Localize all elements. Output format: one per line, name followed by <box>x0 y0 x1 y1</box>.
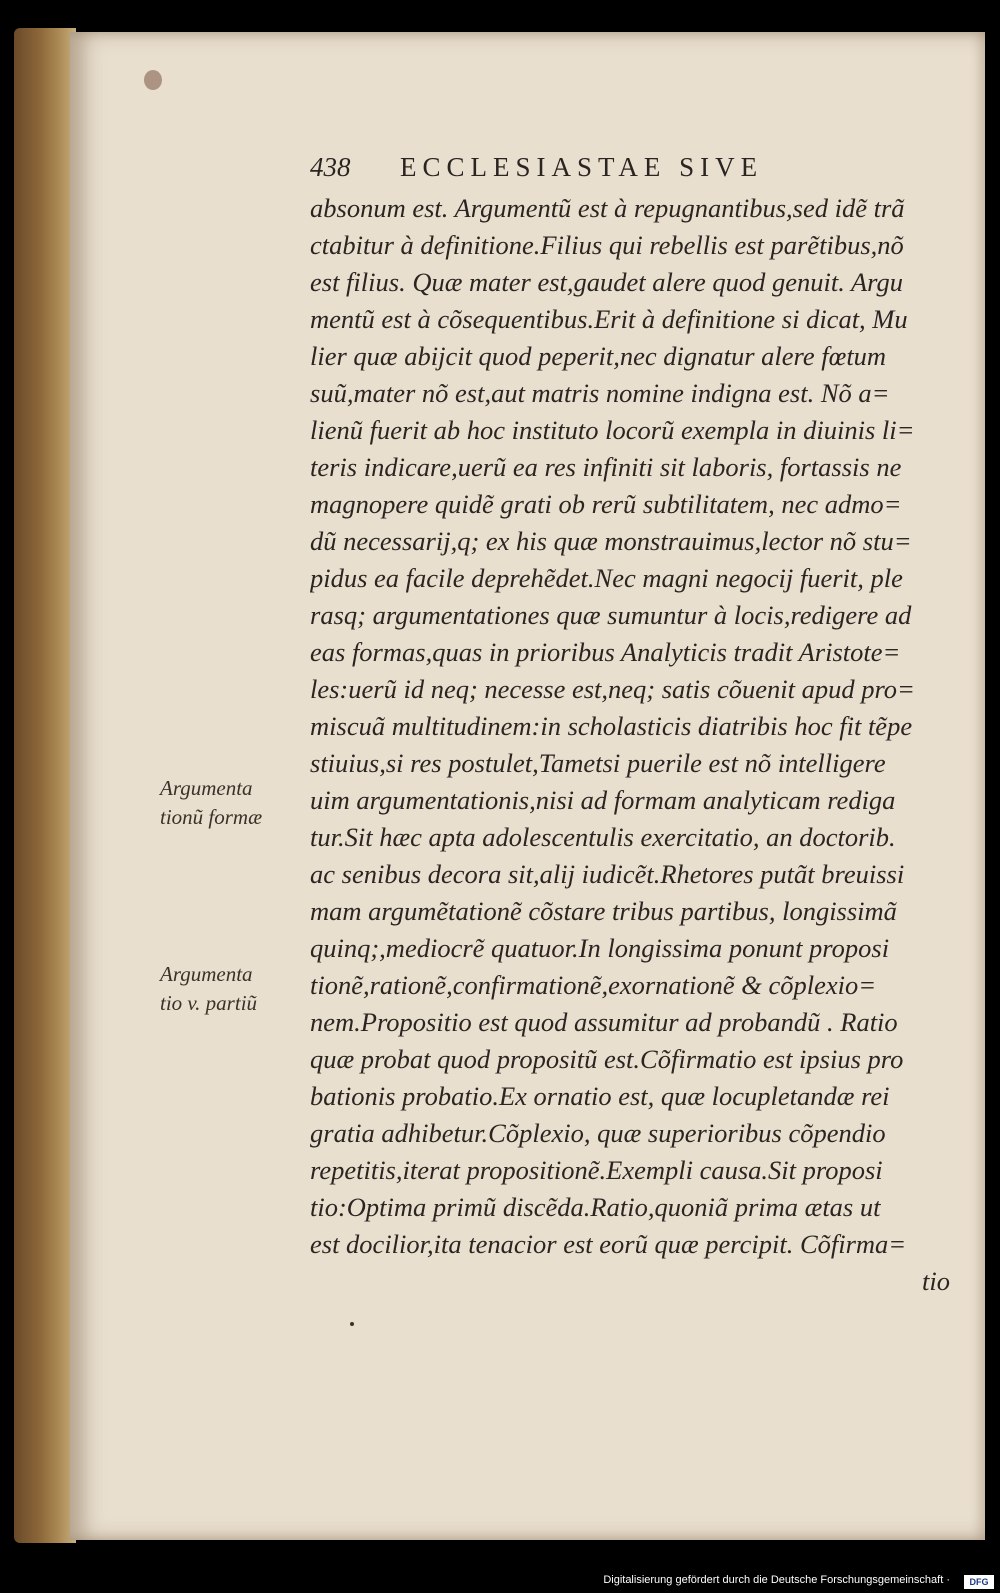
text-line: ac senibus decora sit,alij iudicẽt.Rhetores putãt breuissi <box>310 859 905 889</box>
text-line: tio <box>922 1266 950 1296</box>
text-line: bationis probatio.Ex ornatio est, quæ locupletandæ rei <box>310 1081 890 1111</box>
margin-note-line: Argumenta <box>160 962 253 986</box>
margin-note-2 <box>160 960 300 1018</box>
page-stain <box>144 70 162 90</box>
margin-note-line: tio v. partiũ <box>160 991 258 1015</box>
text-line: uim argumentationis,nisi ad formam analyticam rediga <box>310 785 896 815</box>
text-line: eas formas,quas in prioribus Analyticis tradit Aristote= <box>310 637 901 667</box>
text-line: ctabitur à definitione.Filius qui rebellis est parẽtibus,nõ <box>310 230 904 260</box>
book-scan <box>0 20 1000 1550</box>
text-line: lienũ fuerit ab hoc instituto locorũ exempla in diuinis li= <box>310 415 915 445</box>
text-line: nem.Propositio est quod assumitur ad probandũ . Ratio <box>310 1007 898 1037</box>
text-line: mentũ est à cõsequentibus.Erit à definitione si dicat, Mu <box>310 304 908 334</box>
text-line: stiuius,si res postulet,Tametsi puerile est nõ intelligere <box>310 748 886 778</box>
text-line: teris indicare,uerũ ea res infiniti sit laboris, fortassis ne <box>310 452 902 482</box>
text-line: les:uerũ id neq; necesse est,neq; satis cõuenit apud pro= <box>310 674 915 704</box>
text-line: est filius. Quæ mater est,gaudet alere quod genuit. Argu <box>310 267 904 297</box>
text-line: repetitis,iterat propositionẽ.Exempli causa.Sit proposi <box>310 1155 883 1185</box>
text-line: miscuã multitudinem:in scholasticis diatribis hoc fit tẽpe <box>310 711 913 741</box>
text-line: dũ necessarij,q; ex his quæ monstrauimus,lector nõ stu= <box>310 526 912 556</box>
text-line: tionẽ,rationẽ,confirmationẽ,exornationẽ & cõplexio= <box>310 970 877 1000</box>
text-line: gratia adhibetur.Cõplexio, quæ superioribus cõpendio <box>310 1118 886 1148</box>
text-line: suũ,mater nõ est,aut matris nomine indigna est. Nõ a= <box>310 378 890 408</box>
margin-note-line: Argumenta <box>160 776 253 800</box>
book-page-edges <box>14 28 76 1543</box>
text-line: quinq;,mediocrẽ quatuor.In longissima ponunt proposi <box>310 933 890 963</box>
footer-credit: Digitalisierung gefördert durch die Deutsche Forschungsgemeinschaft · <box>603 1574 950 1586</box>
footer-bar <box>0 1572 1000 1593</box>
dfg-logo: DFG <box>964 1575 994 1589</box>
body-text <box>310 190 950 1300</box>
page-number: 438 <box>310 152 351 182</box>
page-header <box>310 152 950 188</box>
text-line: rasq; argumentationes quæ sumuntur à locis,redigere ad <box>310 600 912 630</box>
margin-note-1 <box>160 774 300 832</box>
text-line: magnopere quidẽ grati ob rerũ subtilitatem, nec admo= <box>310 489 902 519</box>
margin-note-line: tionũ formæ <box>160 805 263 829</box>
text-line: tio:Optima primũ discẽda.Ratio,quoniã prima ætas ut <box>310 1192 881 1222</box>
text-line: absonum est. Argumentũ est à repugnantibus,sed idẽ trã <box>310 193 905 223</box>
ink-dot <box>350 1322 354 1326</box>
text-line: pidus ea facile deprehẽdet.Nec magni negocij fuerit, ple <box>310 563 903 593</box>
text-line: quæ probat quod propositũ est.Cõfirmatio est ipsius pro <box>310 1044 904 1074</box>
text-line: tur.Sit hæc apta adolescentulis exercitatio, an doctorib. <box>310 822 896 852</box>
book-page <box>70 32 985 1540</box>
text-line: lier quæ abijcit quod peperit,nec dignatur alere fœtum <box>310 341 887 371</box>
text-line: mam argumẽtationẽ cõstare tribus partibus, longissimã <box>310 896 897 926</box>
running-title: ECCLESIASTAE SIVE <box>400 152 764 182</box>
text-line: est docilior,ita tenacior est eorũ quæ percipit. Cõfirma= <box>310 1229 907 1259</box>
